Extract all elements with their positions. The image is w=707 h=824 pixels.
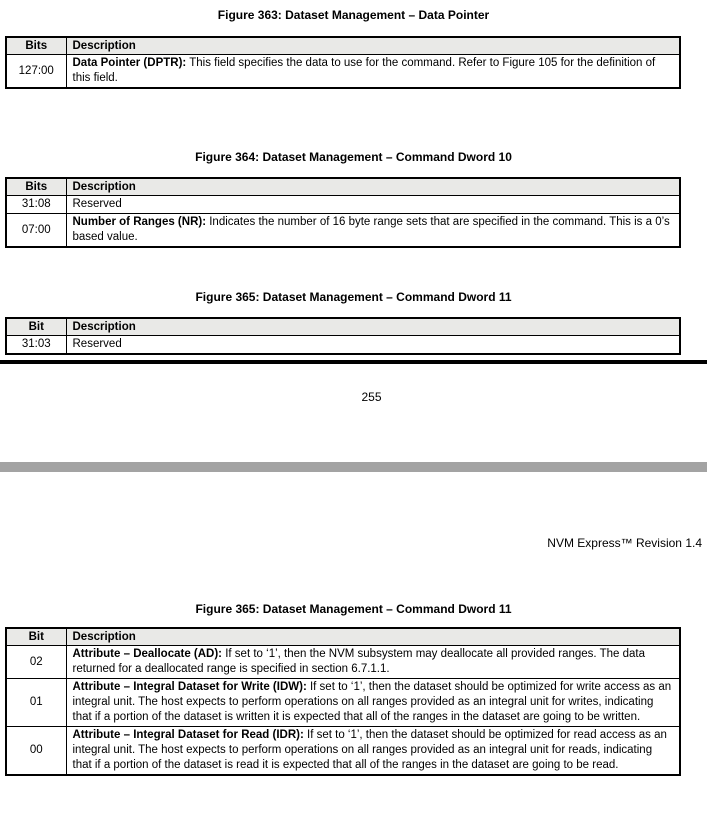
description-cell <box>66 55 680 89</box>
figure-364-title: Figure 364: Dataset Management – Command Dword 10 <box>195 150 512 164</box>
bits-header-cell: Bits <box>6 178 66 196</box>
footer-rule <box>0 360 707 364</box>
bit-range-cell: 02 <box>6 646 66 679</box>
figure-365-table <box>5 317 681 355</box>
table-row <box>6 727 680 776</box>
table-row <box>6 196 680 214</box>
figure-363-title: Figure 363: Dataset Management – Data Pointer <box>217 8 490 22</box>
field-text: Reserved <box>72 198 122 210</box>
description-header-cell: Description <box>66 178 680 196</box>
figure-363-table <box>5 36 681 89</box>
page-number: 255 <box>361 390 382 404</box>
field-label: Attribute – Integral Dataset for Read (IDR): <box>72 729 304 741</box>
field-label: Data Pointer (DPTR): <box>72 57 187 69</box>
page-break-bar <box>0 462 707 472</box>
description-cell <box>66 196 680 214</box>
table-row <box>6 336 680 355</box>
bits-header-cell: Bit <box>6 318 66 336</box>
table-header-row <box>6 628 680 646</box>
document-header: NVM Express™ Revision 1.4 <box>547 536 702 550</box>
description-cell <box>66 646 680 679</box>
table-row <box>6 214 680 248</box>
figure-364-table <box>5 177 681 248</box>
description-cell <box>66 679 680 727</box>
bit-range-cell: 31:08 <box>6 196 66 214</box>
description-header-cell: Description <box>66 37 680 55</box>
field-text: If set to ‘1’, then the dataset should be optimized for write access as an integral unit. The host expects to perform operations on all ranges provided as an integral unit for writes, indicating that if a portion of the dataset is written it is expected that all of the ranges in the dataset are going to be written. <box>72 681 672 723</box>
field-text: Indicates the number of 16 byte range sets that are specified in the command. This is a 0’s based value. <box>72 216 670 243</box>
description-cell <box>66 727 680 776</box>
field-text: If set to ‘1’, then the NVM subsystem may deallocate all provided ranges. The data returned for a deallocated range is specified in section 6.7.1.1. <box>72 648 645 675</box>
table-header-row <box>6 178 680 196</box>
bit-range-cell: 00 <box>6 727 66 776</box>
field-text: Reserved <box>72 338 122 350</box>
bit-range-cell: 01 <box>6 679 66 727</box>
figure-365-title: Figure 365: Dataset Management – Command Dword 11 <box>195 290 512 304</box>
field-label: Number of Ranges (NR): <box>72 216 207 228</box>
table-row <box>6 646 680 679</box>
description-header-cell: Description <box>66 318 680 336</box>
bits-header-cell: Bits <box>6 37 66 55</box>
bits-header-cell: Bit <box>6 628 66 646</box>
table-header-row <box>6 37 680 55</box>
field-text: This field specifies the data to use for the command. Refer to Figure 105 for the definition of this field. <box>72 57 656 84</box>
table-row <box>6 679 680 727</box>
field-label: Attribute – Deallocate (AD): <box>72 648 223 660</box>
description-cell <box>66 336 680 355</box>
table-row <box>6 55 680 89</box>
description-header-cell: Description <box>66 628 680 646</box>
description-cell <box>66 214 680 248</box>
bit-range-cell: 127:00 <box>6 55 66 89</box>
field-label: Attribute – Integral Dataset for Write (IDW): <box>72 681 307 693</box>
bit-range-cell: 31:03 <box>6 336 66 355</box>
table-header-row <box>6 318 680 336</box>
figure-365-table-continued <box>5 627 681 776</box>
bit-range-cell: 07:00 <box>6 214 66 248</box>
figure-365-title-continued: Figure 365: Dataset Management – Command Dword 11 <box>195 602 512 616</box>
field-text: If set to ‘1’, then the dataset should be optimized for read access as an integral unit. The host expects to perform operations on all ranges provided as an integral unit for reads, indicating that if a portion of the dataset is read it is expected that all of the ranges in the dataset are going to be read. <box>72 729 667 771</box>
